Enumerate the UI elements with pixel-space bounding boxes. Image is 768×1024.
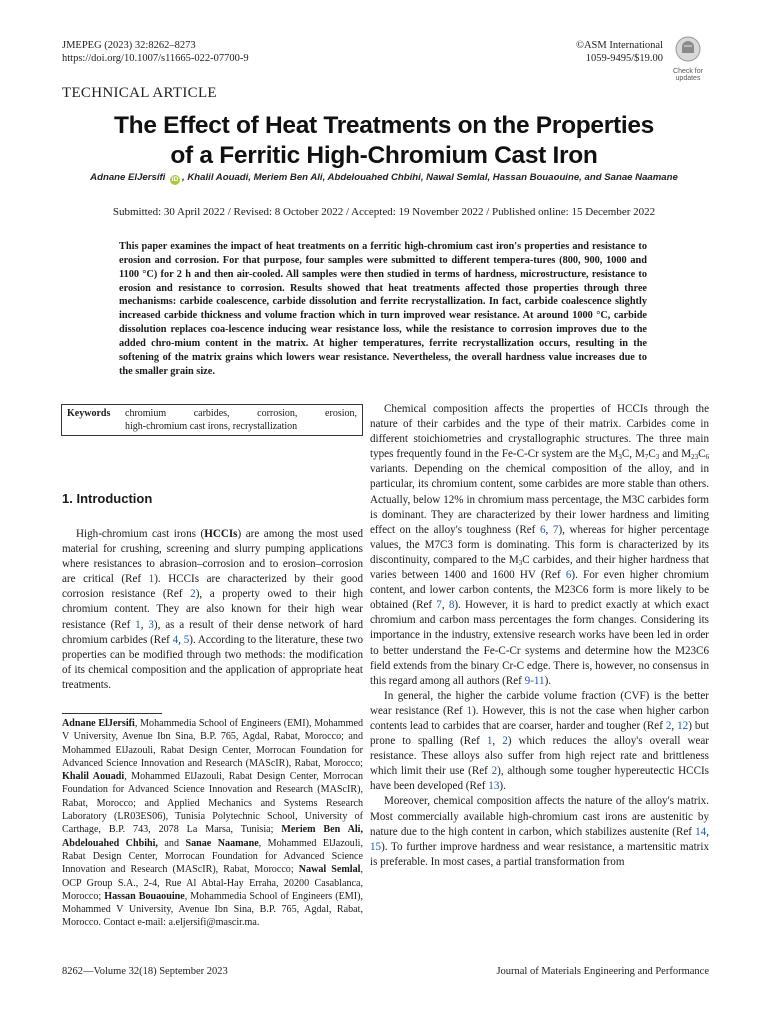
reference-link[interactable]: 7 (436, 599, 442, 612)
first-author[interactable]: Adnane ElJersifi (90, 172, 166, 183)
keyword: chromium (125, 408, 167, 419)
copyright: ©ASM International (575, 40, 663, 51)
body-paragraph: In general, the higher the carbide volume fraction (CVF) is the better wear resistance (Ref 1). However, this is not the case when higher carbon contents lead to carbides that are coarser, harder and tougher (Ref 2, 12) but prone to spalling (Ref 1, 2) which reduces the alloy's overall wear resistance. These alloys also suffer from high reject rate and brittleness which limit their use (Ref 2), although some tougher hypereutectic HCCIs have been developed (Ref 13). (370, 689, 710, 793)
intro-paragraph: High-chromium cast irons (HCCIs) are among the most used material for crushing, screening and slurry pumping applications where resistances to abrasion–corrosion and to erosion–corrosion are critical (Ref 1). HCCIs are characterized by their good corrosion resistance (Ref 2), a property owed to their high chromium content. They are also known for their high wear resistance (Ref 1, 3), as a result of their dense network of hard chromium carbides (Ref 4, 5). According to the literature, these two properties can be modified through two methods: the modification of its chemical composition and the application of appropriate heat treatments. (62, 528, 364, 691)
body-paragraph: Chemical composition affects the properties of HCCIs through the nature of their carbides and the type of their matrix. Carbides come in different stoichiometries and crystallographic structures. The three main types frequently found in the Fe-C-Cr system are the $M_3C$, $M_7C_3$ and $M_{23}C_6$ variants. Depending on the chemical composition of the alloy, and in particular, its chromium content, some carbides are more stable than others. Actually, below 12% in chromium mass percentage, the M3C carbides form is dominant. They are characterized by their lower hardness and limiting effect on the alloy's toughness (Ref 6, 7), whereas for higher percentage values, the M7C3 form is dominating. This form is characterized by its discontinuity, compared to the $M_3C$ carbides, and their higher hardness that varies between 1400 and 1600 HV (Ref 6). For even higher chromium content, and lower carbon contents, the M23C6 form is more likely to be obtained (Ref 7, 8). However, it is hard to predict exactly at which exact chromium and carbon mass percentages the form changes. Considering its importance in the industry, extensive research works have been led in order to better understand the Fe-C-Cr systems and determine how the M23C6 field extends from the binary Cr-C edge. There is, however, no consensus in this regard among all authors (Ref 9-11). (370, 403, 710, 687)
right-column (370, 402, 709, 870)
reference-link[interactable]: 8 (448, 599, 455, 612)
reference-link[interactable]: 7 (552, 523, 559, 536)
page-footer-journal: Journal of Materials Engineering and Performance (496, 966, 709, 977)
keywords-box (61, 404, 363, 436)
reference-link[interactable]: 13 (488, 780, 500, 793)
author-affiliations: Adnane ElJersifi, Mohammedia School of Engineers (EMI), Mohammed V University, Avenue Ibn Sina, B.P. 765, Agdal, Rabat, Morocco; and Mohammed ElJazouli, Rabat Design Center, Morrocan Foundation for Advanced Science Innovation and Research (MAScIR), Rabat, Morocco; Khalil Aouadi, Mohammed ElJazouli, Rabat Design Center, Morrocan Foundation for Advanced Science Innovation and Research (MAScIR), Rabat, Morocco; and Applied Mechanics and Systems Research Laboratory (LR03ES06), Tunisia Polytechnic School, University of Carthage, B.P. 743, 2078 La Marsa, Tunisia; Meriem Ben Ali, Abdelouahed Chbihi, and Sanae Naamane, Mohammed ElJazouli, Rabat Design Center, Morrocan Foundation for Advanced Science Innovation and Research (MAScIR), Rabat, Morocco; Nawal Semlal, OCP Group S.A., 2-4, Rue Al Abtal-Hay Erraha, 20200 Casablanca, Morocco; Hassan Bouaouine, Mohammedia School of Engineers (EMI), Mohammed V University, Avenue Ibn Sina, B.P. 765, Agdal, Rabat, Morocco. Contact e-mail: a.eljersifi@mascir.ma. (62, 718, 364, 929)
keywords-list (125, 408, 357, 433)
check-for-updates-icon (668, 36, 708, 62)
article-type: TECHNICAL ARTICLE (62, 85, 217, 101)
title-line-1: The Effect of Heat Treatments on the Properties (114, 112, 654, 139)
reference-link[interactable]: 6 (539, 523, 546, 536)
journal-citation: JMEPEG (2023) 32:8262–8273 (62, 40, 196, 51)
orcid-icon[interactable]: iD (171, 176, 179, 183)
co-authors: , Khalil Aouadi, Meriem Ben Ali, Abdelouahed Chbihi, Nawal Semlal, Hassan Bouaouine, and Sanae Naamane (182, 172, 678, 183)
reference-link[interactable]: 15 (370, 840, 382, 853)
reference-link[interactable]: 1 (466, 704, 473, 717)
intro-left-column (62, 527, 363, 693)
article-title (40, 111, 728, 171)
keyword: corrosion, (257, 408, 298, 419)
reference-link[interactable]: 2 (491, 765, 498, 778)
publication-dates: Submitted: 30 April 2022 / Revised: 8 October 2022 / Accepted: 19 November 2022 / Published online: 15 December 2022 (112, 206, 656, 218)
title-line-2: of a Ferritic High-Chromium Cast Iron (170, 142, 598, 169)
reference-link[interactable]: 9-11 (524, 674, 545, 687)
copyright-block (576, 39, 663, 65)
reference-link[interactable]: 2 (502, 735, 508, 748)
reference-link[interactable]: 5 (183, 633, 190, 646)
check-for-updates-badge[interactable] (668, 36, 708, 82)
doi-link[interactable]: https://doi.org/10.1007/s11665-022-07700-9 (62, 53, 249, 64)
reference-link[interactable]: 1 (148, 573, 155, 586)
reference-link[interactable]: 1 (486, 735, 493, 748)
reference-link[interactable]: 4 (172, 633, 179, 646)
check-for-updates-label: Check for updates (673, 68, 703, 82)
footnote-rule (62, 713, 162, 714)
reference-link[interactable]: 12 (677, 719, 689, 732)
journal-header (62, 39, 249, 65)
keywords-label: Keywords (67, 408, 111, 419)
reference-link[interactable]: 6 (565, 569, 572, 582)
section-heading-introduction: 1. Introduction (62, 491, 153, 506)
keyword: erosion, (325, 408, 357, 419)
hcci-abbrev: HCCIs (204, 528, 238, 540)
body-paragraph: Moreover, chemical composition affects the nature of the alloy's matrix. Most commercially available high-chromium cast irons are austenitic by nature due to the high content in carbon, which stabilizes austenite (Ref 14, 15). To further improve hardness and wear resistance, a martensitic matrix is preferable. In most cases, a partial transformation from (370, 795, 709, 868)
abstract: This paper examines the impact of heat treatments on a ferritic high-chromium cast iron's properties and resistance to erosion and corrosion. For that purpose, four samples were submitted to different tempera-tures (800, 900, 1000 and 1100 °C) for 2 h and then air-cooled. All samples were then studied in terms of hardness, microstructure, resistance to erosion and resistance to corrosion. Results showed that heat treatments affected those properties through three mechanisms: carbide coalescence, carbide dissolution and ferrite recrystallization. In fact, carbide coalescence slightly increased carbide thickness and volume fraction which in turn improved wear resistance. At around 1000 °C, carbide dissolution replaces coa-lescence inducing wear resistance loss, while the resistance to corrosion improves due to the added chro-mium content in the matrix. At higher temperatures, ferrite recrystallization occurs, resulting in the softening of the matrix grains which lowers wear resistance. Nevertheless, the overall hardness value increases due to the smaller grain size. (119, 241, 647, 377)
price: 1059-9495/$19.00 (585, 53, 663, 64)
page-footer-volume: 8262—Volume 32(18) September 2023 (62, 966, 228, 977)
reference-link[interactable]: 3 (148, 618, 154, 631)
reference-link[interactable]: 2 (190, 588, 196, 601)
reference-link[interactable]: 2 (665, 719, 672, 732)
author-list (40, 172, 728, 185)
reference-link[interactable]: 14 (695, 825, 707, 838)
keyword: carbides, (193, 408, 230, 419)
keyword-line-2: high-chromium cast irons, recrystallization (125, 420, 298, 432)
reference-link[interactable]: 1 (135, 618, 141, 631)
